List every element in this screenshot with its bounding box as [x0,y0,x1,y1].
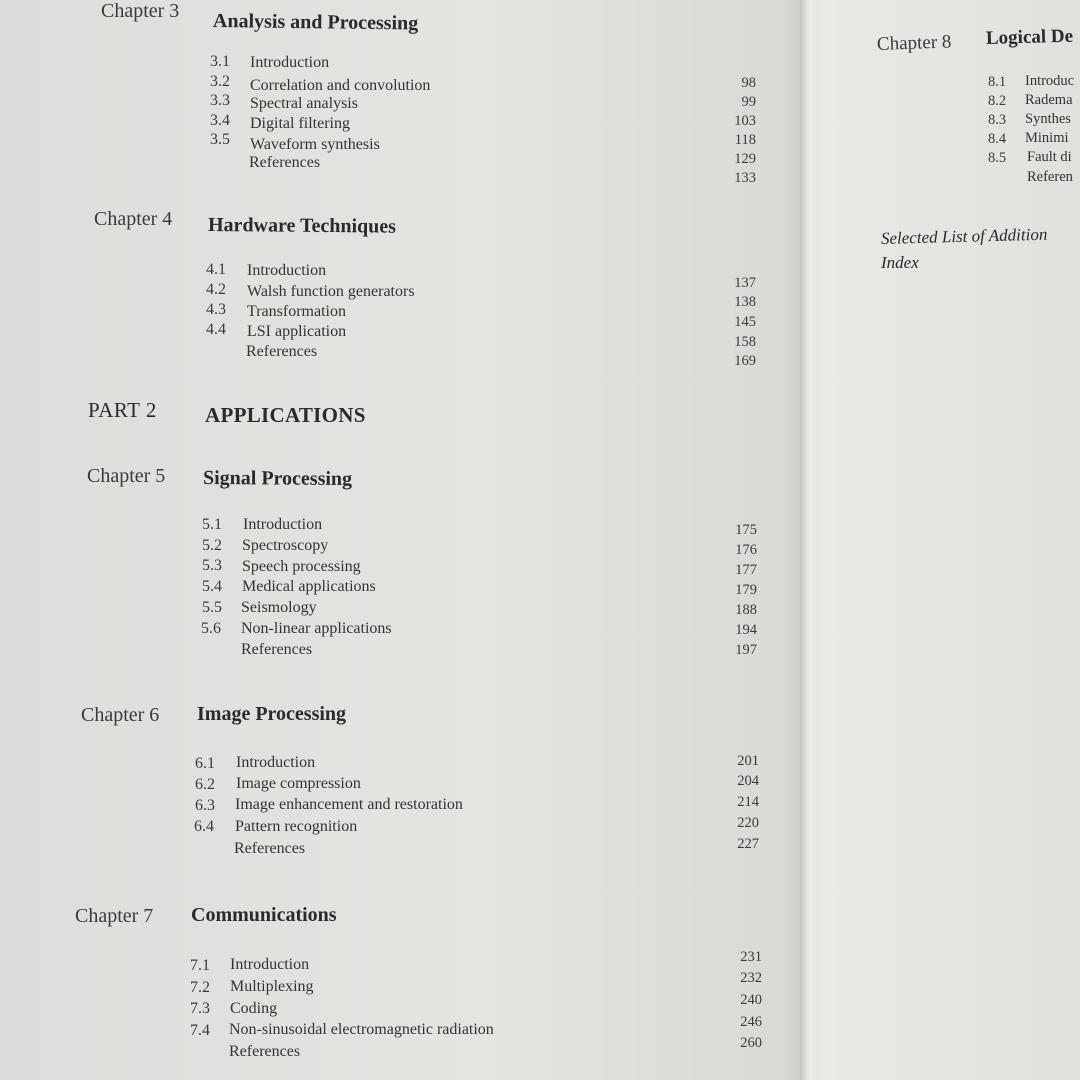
page-number: 118 [734,132,756,148]
page-number: 197 [735,642,757,658]
page-number: 98 [741,75,756,91]
selected-list-heading: Selected List of Addition [880,224,1048,248]
chapter-label: Chapter 7 [75,905,154,927]
section-title: Medical applications [242,578,376,595]
section-number: 8.5 [988,150,1007,166]
references-label: References [249,154,321,171]
page-number: 260 [740,1035,762,1051]
section-title: Spectroscopy [242,537,329,554]
page-number: 169 [734,353,756,369]
section-title: Minimi [1025,130,1069,146]
section-title: Introduction [243,516,323,533]
chapter-title: Logical De [985,25,1074,49]
section-title: Image compression [236,775,361,792]
page-number: 138 [734,294,756,310]
section-number: 8.3 [988,112,1007,128]
section-title: LSI application [247,323,347,340]
page-number: 99 [741,94,756,110]
page-number: 133 [734,170,756,186]
page-number: 188 [735,602,757,618]
page-number: 129 [734,151,756,167]
section-number: 4.3 [206,301,226,318]
book-gutter [800,0,820,1080]
section-title: Introduction [247,262,327,279]
part-title: APPLICATIONS [205,403,366,427]
chapter-label: Chapter 4 [94,208,173,230]
references-label: Referen [1027,169,1073,185]
section-number: 5.3 [202,557,222,574]
page-number: 179 [735,582,757,598]
section-number: 3.2 [210,73,230,90]
references-label: References [234,840,306,857]
section-number: 4.2 [206,281,226,298]
page-number: 220 [737,815,759,831]
section-title: Spectral analysis [250,95,358,112]
section-title: Digital filtering [250,115,350,132]
references-label: References [246,343,318,360]
section-number: 8.2 [988,93,1007,109]
page-number: 246 [740,1014,762,1030]
page-number: 240 [740,992,762,1008]
references-label: References [229,1043,301,1060]
section-title: Introduction [250,54,330,71]
section-number: 6.4 [194,818,214,835]
section-number: 5.2 [202,537,222,554]
section-title: Walsh function generators [247,283,415,300]
section-number: 7.2 [190,979,210,996]
page-number: 176 [735,542,757,558]
page-number: 214 [737,794,759,810]
section-number: 5.6 [201,620,221,637]
section-number: 3.4 [210,112,230,129]
section-title: Non-sinusoidal electromagnetic radiation [229,1021,494,1038]
section-title: Image enhancement and restoration [235,796,463,813]
chapter-label: Chapter 3 [101,0,180,22]
section-title: Speech processing [242,558,361,575]
section-number: 6.2 [195,776,215,793]
chapter-label: Chapter 5 [87,465,166,487]
page-number: 103 [734,113,756,129]
section-number: 5.1 [202,516,222,533]
section-number: 6.3 [195,797,215,814]
section-number: 3.3 [210,92,230,109]
section-title: Multiplexing [230,978,314,995]
chapter-title: Signal Processing [202,467,353,491]
section-title: Non-linear applications [241,620,392,637]
section-number: 7.1 [190,957,210,974]
section-number: 8.4 [988,131,1007,147]
references-label: References [241,641,313,658]
page-number: 201 [737,753,759,769]
page-number: 231 [740,949,762,965]
section-number: 6.1 [195,755,215,772]
section-number: 8.1 [988,74,1007,90]
section-title: Synthes [1025,111,1071,127]
page-number: 158 [734,334,756,350]
section-title: Coding [230,1000,278,1017]
page-number: 204 [737,773,759,789]
page-number: 175 [735,522,757,538]
section-title: Correlation and convolution [250,77,431,94]
section-number: 5.4 [202,578,222,595]
section-number: 5.5 [202,599,222,616]
chapter-label: Chapter 8 [876,31,952,55]
chapter-title: Image Processing [197,703,347,725]
section-title: Fault di [1027,149,1072,165]
page-number: 232 [740,970,762,986]
chapter-label: Chapter 6 [81,704,160,726]
chapter-8 [818,0,1080,1080]
page-number: 177 [735,562,757,578]
part-label: PART 2 [88,398,157,422]
page-number: 137 [734,275,756,291]
section-title: Waveform synthesis [250,136,380,153]
page-number: 194 [735,622,757,638]
section-title: Radema [1025,92,1073,108]
section-number: 7.4 [190,1022,210,1039]
chapter-title: Communications [191,904,337,926]
section-number: 3.5 [210,131,230,148]
index-heading: Index [881,253,919,272]
section-title: Seismology [241,599,317,616]
section-number: 4.1 [206,261,226,278]
section-number: 4.4 [206,321,226,338]
section-number: 7.3 [190,1000,210,1017]
page-number: 227 [737,836,759,852]
chapter-title: Analysis and Processing [212,10,419,35]
chapter-title: Hardware Techniques [207,214,397,238]
section-number: 3.1 [210,53,230,70]
page-number: 145 [734,314,756,330]
section-title: Introduction [236,754,316,771]
section-title: Introduction [230,956,310,973]
section-title: Pattern recognition [235,818,358,835]
section-title: Transformation [247,303,346,320]
section-title: Introduc [1025,73,1075,89]
